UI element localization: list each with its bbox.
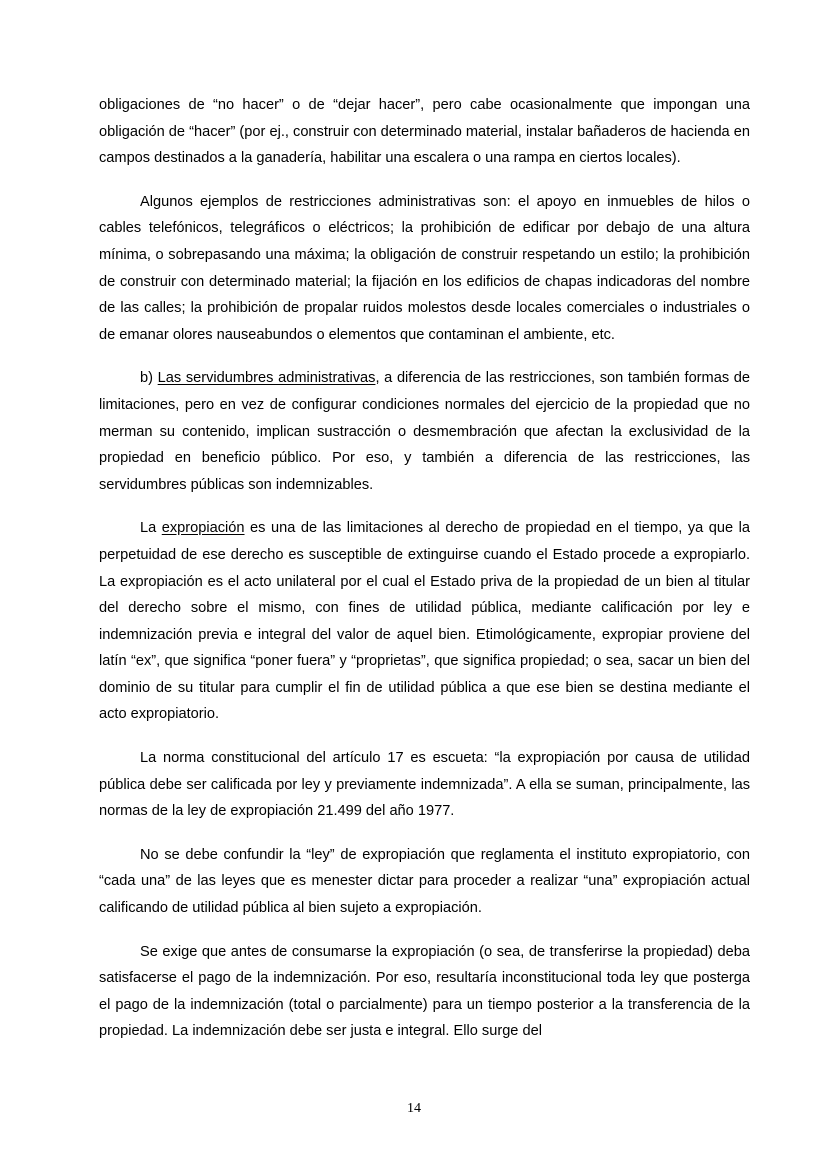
paragraph-servidumbres [99,365,750,498]
underlined-term-expropiacion: expropiación [161,520,245,537]
paragraph-prefix: b) [140,370,158,387]
paragraph-indemnizacion: Se exige que antes de consumarse la expropiación (o sea, de transferirse la propiedad) deba satisfacerse el pago de la indemnización. Por eso, resultaría inconstitucional toda ley que posterga el pago de la indemnización (total o parcialmente) para un tiempo posterior a la transferencia de la propiedad. La indemnización debe ser justa e integral. Ello surge del [99,943,750,1040]
underlined-term-servidumbres: Las servidumbres administrativas [157,370,376,387]
page-number: 14 [407,1101,421,1116]
paragraph-obligaciones: obligaciones de “no hacer” o de “dejar hacer”, pero cabe ocasionalmente que impongan una obligación de “hacer” (por ej., construir con determinado material, instalar bañaderos de hacienda en campos destinados a la ganadería, habilitar una escalera o una rampa en ciertos locales). [99,97,750,167]
paragraph-norma-constitucional: La norma constitucional del artículo 17 es escueta: “la expropiación por causa de utilidad pública debe ser calificada por ley y previamente indemnizada”. A ella se suman, principalmente, las normas de la ley de expropiación 21.499 del año 1977. [99,750,750,820]
paragraph-restricciones-ejemplos: Algunos ejemplos de restricciones administrativas son: el apoyo en inmuebles de hilos o cables telefónicos, telegráficos o eléctricos; la prohibición de edificar por debajo de una altura mínima, o sobrepasando una máxima; la obligación de construir respetando un estilo; la prohibición de construir con determinado material; la fijación en los edificios de chapas indicadoras del nombre de las calles; la prohibición de propalar ruidos molestos desde locales comerciales o industriales o de emanar olores nauseabundos o elementos que contaminan el ambiente, etc. [99,193,750,343]
paragraph-expropiacion [99,515,750,728]
paragraph-ley-expropiacion: No se debe confundir la “ley” de expropiación que reglamenta el instituto expropiatorio, con “cada una” de las leyes que es menester dictar para proceder a realizar “una” expropiación actual calificando de utilidad pública al bien sujeto a expropiación. [99,846,750,917]
paragraph-prefix: La [140,520,162,537]
paragraph-text: , a diferencia de las restricciones, son también formas de limitaciones, pero en vez de configurar condiciones normales del ejercicio de la propiedad que no merman su contenido, implican sustracción o desmembración que afectan la exclusividad de la propiedad en beneficio público. Por eso, y también a diferencia de las restricciones, las servidumbres públicas son indemnizables. [99,370,751,493]
document-body [99,92,750,1062]
paragraph-text: es una de las limitaciones al derecho de propiedad en el tiempo, ya que la perpetuidad de ese derecho es susceptible de extinguirse cuando el Estado procede a expropiarlo. La expropiación es el acto unilateral por el cual el Estado priva de la propiedad de un bien al titular del derecho sobre el mismo, con fines de utilidad pública, mediante calificación por ley e indemnización previa e integral del valor de aquel bien. Etimológicamente, expropiar proviene del latín “ex”, que significa “poner fuera” y “proprietas”, que significa propiedad; o sea, sacar un bien del dominio de su titular para cumplir el fin de utilidad pública a que ese bien se destina mediante el acto expropiatorio. [99,520,750,723]
